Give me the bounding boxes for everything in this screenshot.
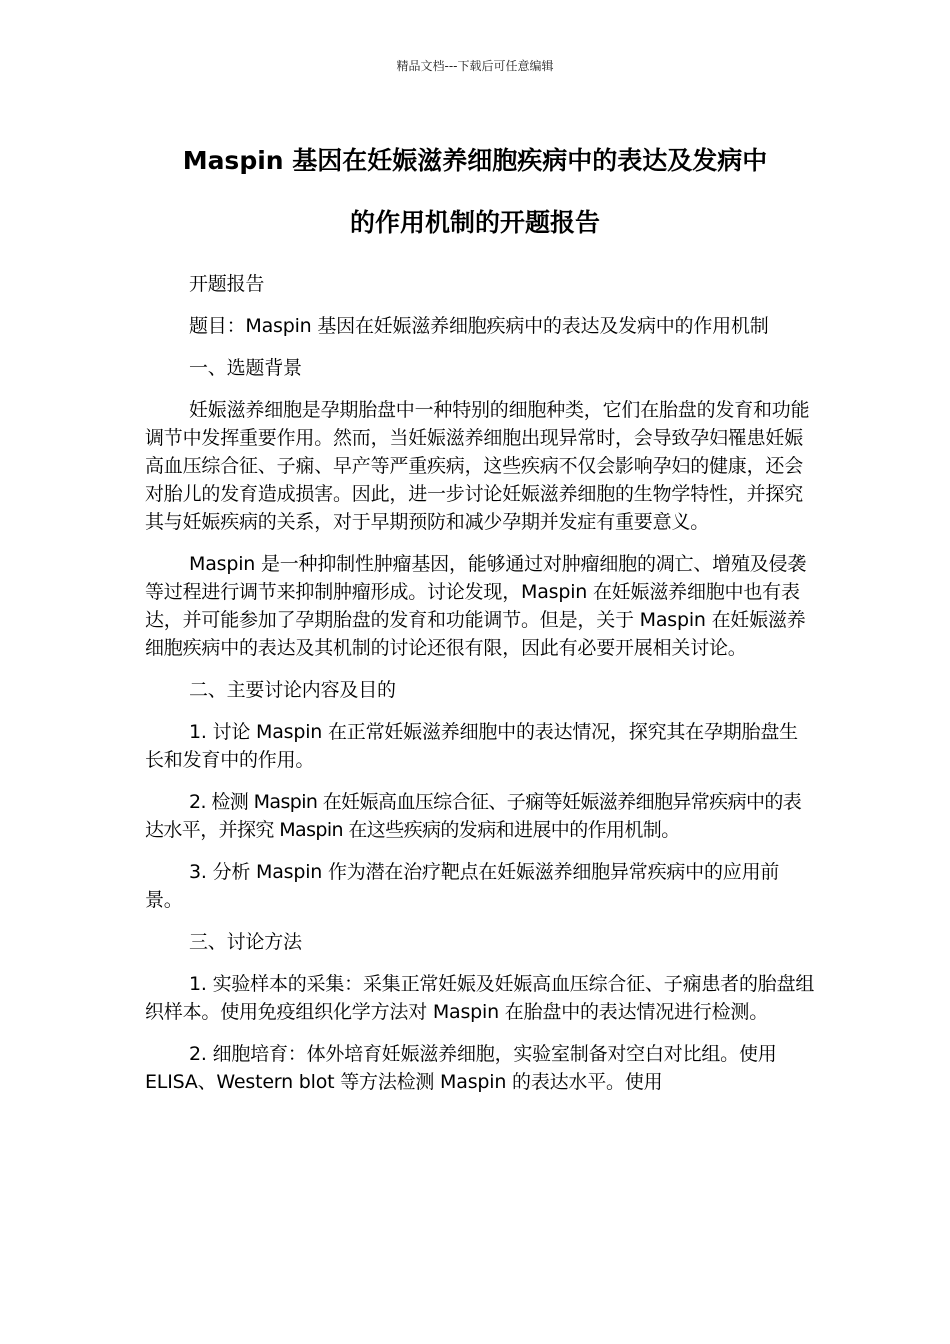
- paragraph-content-item-1: 1. 讨论 Maspin 在正常妊娠滋养细胞中的表达情况，探究其在孕期胎盘生长和发育中的作用。: [145, 721, 798, 771]
- title-line-1: Maspin 基因在妊娠滋养细胞疾病中的表达及发病中: [182, 146, 768, 175]
- paragraph-report-label: 开题报告: [189, 273, 265, 295]
- paragraph-background-1: 妊娠滋养细胞是孕期胎盘中一种特别的细胞种类，它们在胎盘的发育和功能调节中发挥重要作用。然而，当妊娠滋养细胞出现异常时，会导致孕妇罹患妊娠高血压综合征、子痫、早产等严重疾病，这些疾病不仅会影响孕妇的健康，还会对胎儿的发育造成损害。因此，进一步讨论妊娠滋养细胞的生物学特性，并探究其与妊娠疾病的关系，对于早期预防和减少孕期并发症有重要意义。: [145, 399, 810, 533]
- title-line-2: 的作用机制的开题报告: [349, 208, 600, 237]
- paragraph-topic: 题目：Maspin 基因在妊娠滋养细胞疾病中的表达及发病中的作用机制: [189, 315, 769, 337]
- section-heading-content: 二、主要讨论内容及目的: [189, 679, 396, 701]
- paragraph-content-item-2: 2. 检测 Maspin 在妊娠高血压综合征、子痫等妊娠滋养细胞异常疾病中的表达水平，并探究 Maspin 在这些疾病的发病和进展中的作用机制。: [145, 791, 802, 841]
- section-heading-background: 一、选题背景: [189, 357, 302, 379]
- paragraph-background-2: Maspin 是一种抑制性肿瘤基因，能够通过对肿瘤细胞的凋亡、增殖及侵袭等过程进行调节来抑制肿瘤形成。讨论发现，Maspin 在妊娠滋养细胞中也有表达，并可能参加了孕期胎盘的发育和功能调节。但是，关于 Maspin 在妊娠滋养细胞疾病中的表达及其机制的讨论还很有限，因此有必要开展相关讨论。: [145, 553, 807, 659]
- paragraph-method-item-2: 2. 细胞培育：体外培育妊娠滋养细胞，实验室制备对空白对比组。使用 ELISA、Western blot 等方法检测 Maspin 的表达水平。使用: [145, 1043, 777, 1093]
- document-title: [130, 130, 820, 254]
- document-body: [145, 270, 815, 1110]
- section-heading-methods: 三、讨论方法: [189, 931, 302, 953]
- page-header: 精品文档---下载后可任意编辑: [396, 59, 554, 73]
- paragraph-content-item-3: 3. 分析 Maspin 作为潜在治疗靶点在妊娠滋养细胞异常疾病中的应用前景。: [145, 861, 780, 911]
- paragraph-method-item-1: 1. 实验样本的采集：采集正常妊娠及妊娠高血压综合征、子痫患者的胎盘组织样本。使用免疫组织化学方法对 Maspin 在胎盘中的表达情况进行检测。: [145, 973, 815, 1023]
